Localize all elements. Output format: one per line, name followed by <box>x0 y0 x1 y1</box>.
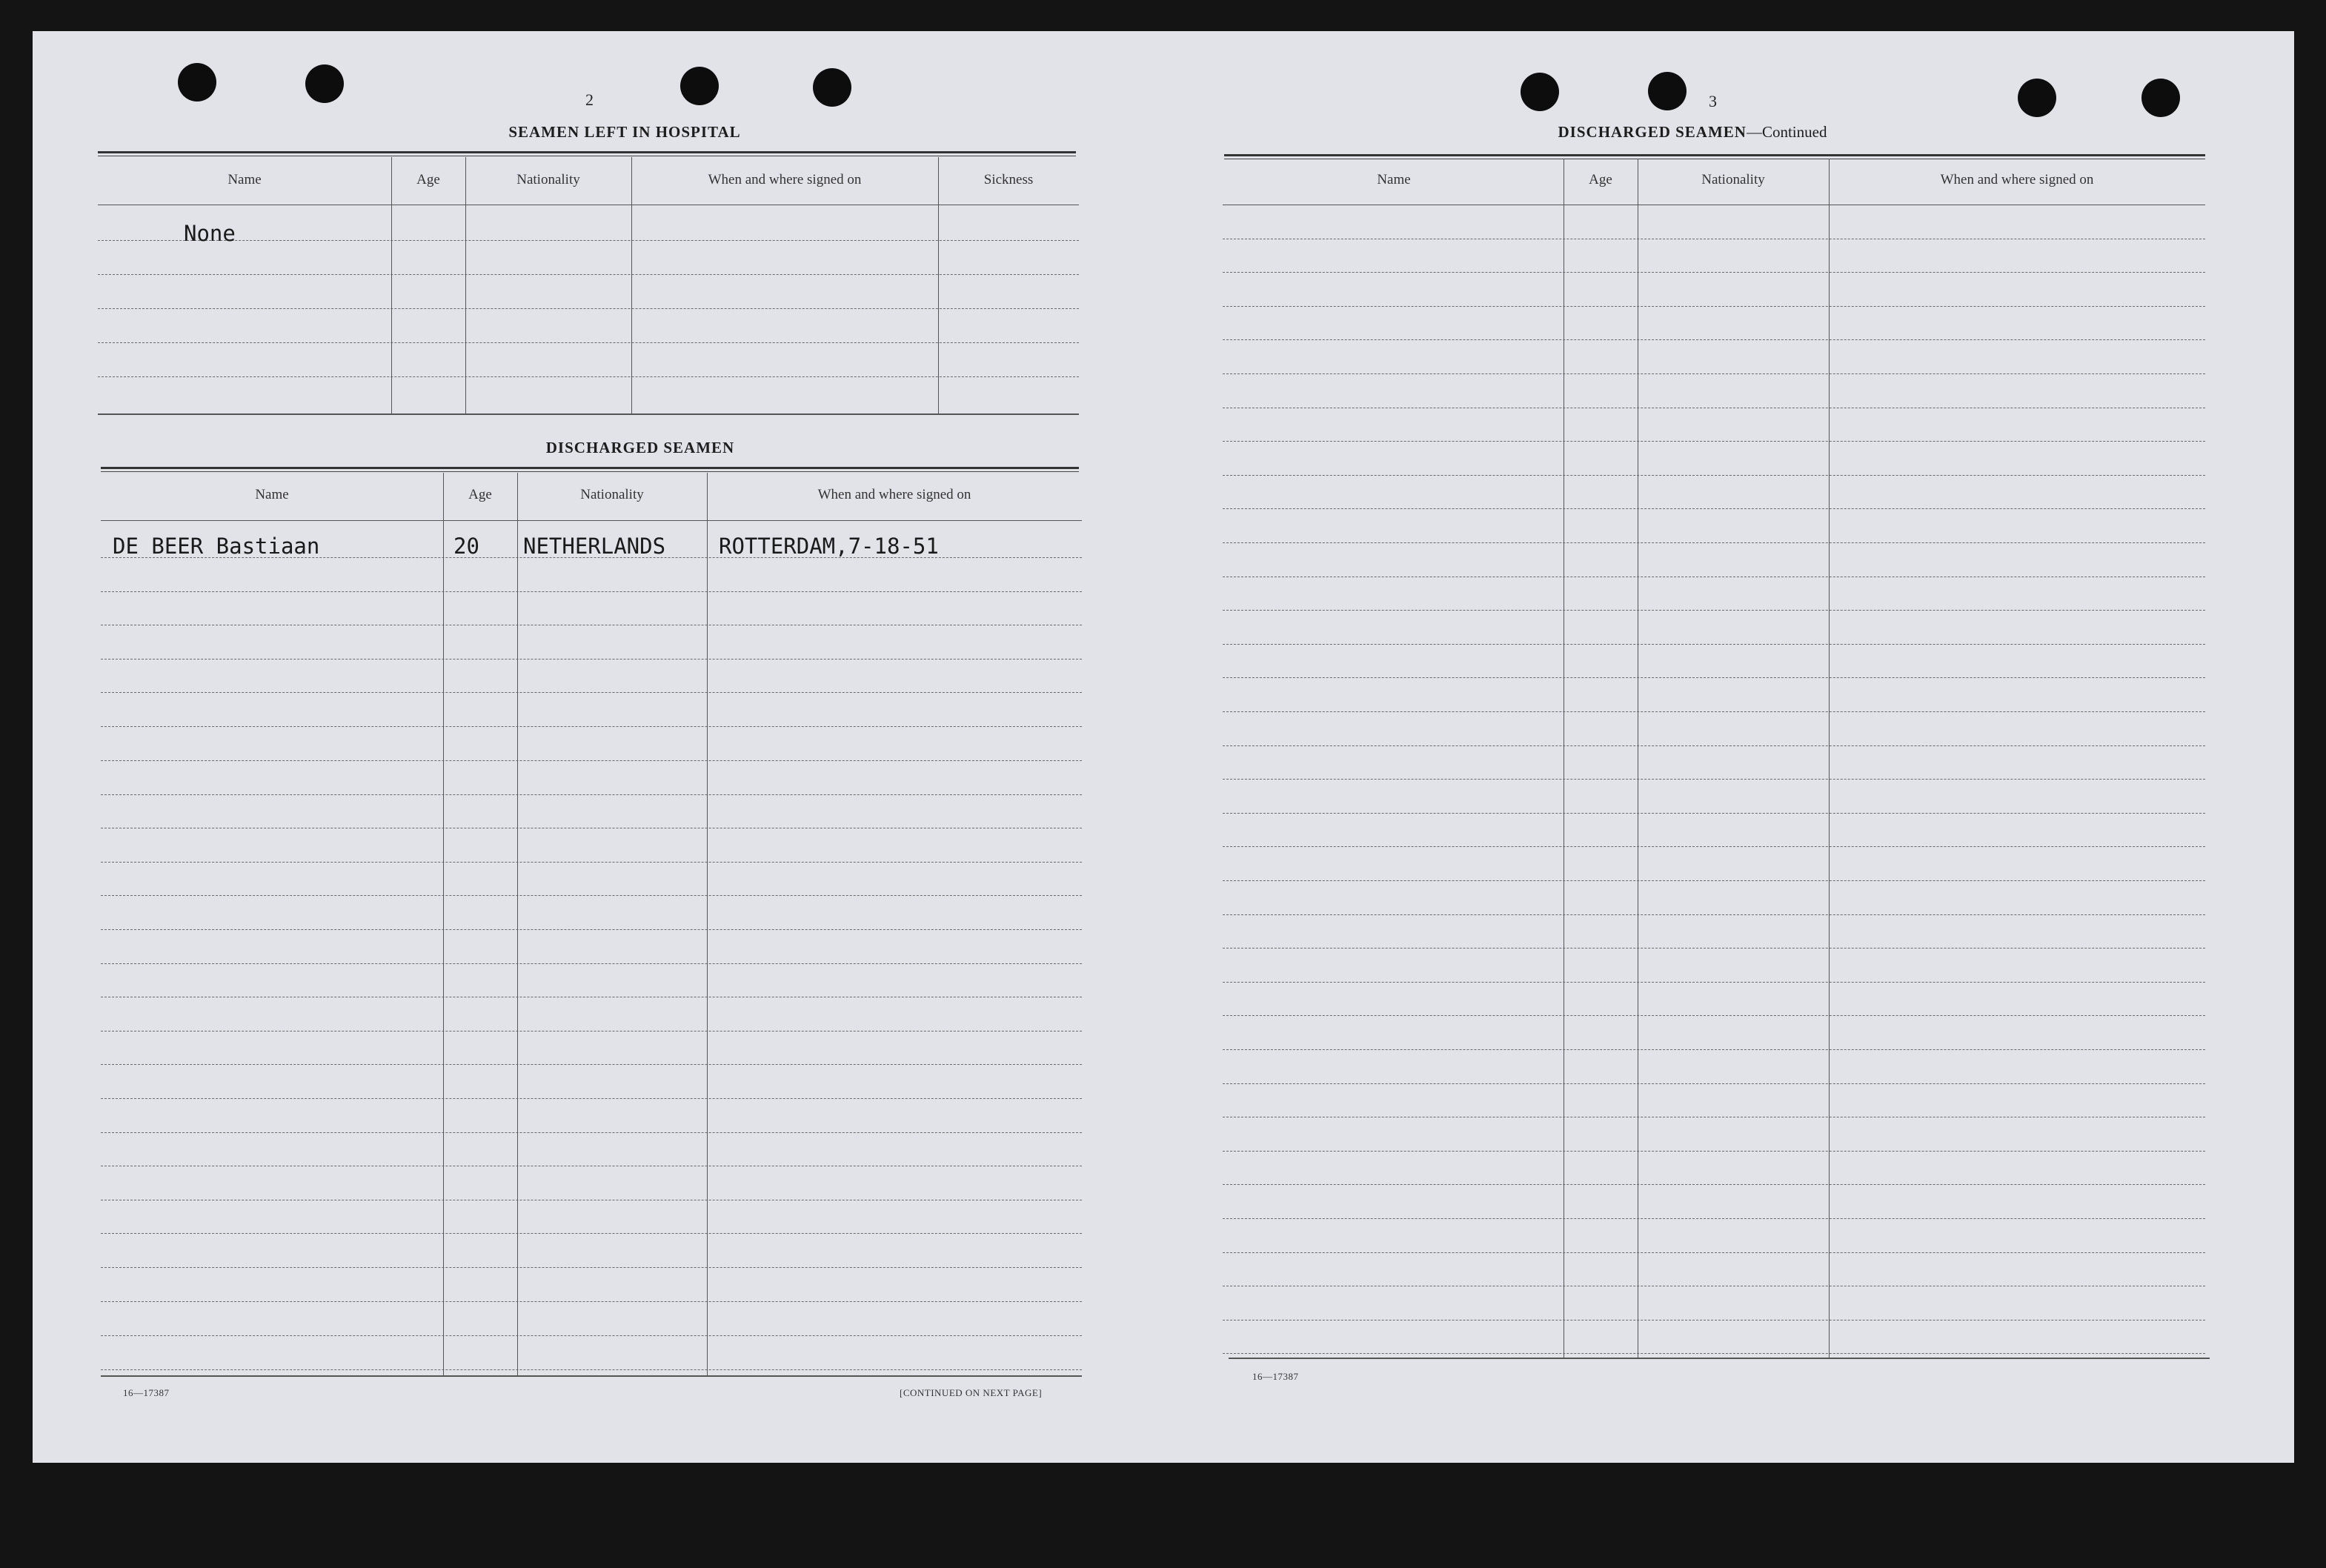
discharged-row-line <box>101 1369 1082 1370</box>
hospital-row-line <box>98 376 1079 377</box>
form-number-left: 16—17387 <box>123 1387 170 1398</box>
hospital-col-divider <box>631 157 632 413</box>
hospital-row-line <box>98 342 1079 343</box>
right-col-divider <box>1829 159 1830 1358</box>
continued-note: [CONTINUED ON NEXT PAGE] <box>900 1387 1043 1398</box>
discharged-top-rule <box>101 467 1079 472</box>
discharged-bottom-rule <box>101 1375 1082 1377</box>
page-number-left: 2 <box>585 90 594 109</box>
discharged-row-line <box>101 1335 1082 1336</box>
discharged-header-name: Name <box>255 487 289 502</box>
page-number-right: 3 <box>1709 92 1717 110</box>
discharged-header-nationality: Nationality <box>580 487 644 502</box>
discharged-row-line <box>101 726 1082 727</box>
hospital-entry-none: None <box>184 221 236 246</box>
right-header-age: Age <box>1589 172 1612 187</box>
hospital-section-title: SEAMEN LEFT IN HOSPITAL <box>508 123 741 141</box>
right-row-line <box>1223 914 2205 915</box>
right-row-line <box>1223 677 2205 678</box>
right-section-title <box>1485 123 1900 142</box>
form-number-right: 16—17387 <box>1252 1371 1299 1382</box>
right-row-line <box>1223 779 2205 780</box>
discharged-row-line <box>101 1064 1082 1065</box>
right-row-line <box>1223 306 2205 307</box>
hospital-col-divider <box>465 157 466 413</box>
punch-hole <box>680 67 719 105</box>
right-header-signed-on: When and where signed on <box>1940 172 2094 187</box>
right-row-line <box>1223 711 2205 712</box>
discharged-row-line <box>101 895 1082 896</box>
hospital-top-rule <box>98 151 1076 156</box>
hospital-col-divider <box>391 157 392 413</box>
right-row-line <box>1223 339 2205 340</box>
hospital-row-line <box>98 274 1079 275</box>
right-row-line <box>1223 982 2205 983</box>
discharged-row-line <box>101 1267 1082 1268</box>
discharged-row-line <box>101 929 1082 930</box>
hospital-header-sickness: Sickness <box>983 172 1034 187</box>
punch-hole <box>2018 79 2056 117</box>
discharged-row-line <box>101 1132 1082 1133</box>
discharged-header-signed-on: When and where signed on <box>817 487 971 502</box>
punch-hole <box>1521 73 1559 111</box>
hospital-header-age: Age <box>416 172 440 187</box>
hospital-row-line <box>98 240 1079 241</box>
discharged-row-line <box>101 591 1082 592</box>
discharged-row-line <box>101 1031 1082 1032</box>
right-row-line <box>1223 1151 2205 1152</box>
discharged-col-divider <box>443 473 444 1375</box>
discharged-col-divider <box>707 473 708 1375</box>
right-row-line <box>1223 1015 2205 1016</box>
right-row-line <box>1223 745 2205 746</box>
hospital-row-line <box>98 308 1079 309</box>
right-row-line <box>1223 508 2205 509</box>
form-sheet <box>33 31 2294 1463</box>
right-bottom-rule <box>1229 1358 2210 1359</box>
hospital-header-signed-on: When and where signed on <box>708 172 862 187</box>
discharged-row-line <box>101 1098 1082 1099</box>
hospital-header-name: Name <box>227 172 262 187</box>
discharged-row-line <box>101 1233 1082 1234</box>
discharged-header-age: Age <box>468 487 492 502</box>
discharged-row-line <box>101 794 1082 795</box>
punch-hole <box>305 64 344 103</box>
right-row-line <box>1223 610 2205 611</box>
discharged-row-line <box>101 659 1082 660</box>
right-row-line <box>1223 1184 2205 1185</box>
seaman-nationality: NETHERLANDS <box>523 534 666 559</box>
right-row-line <box>1223 1353 2205 1354</box>
hospital-header-nationality: Nationality <box>516 172 580 187</box>
right-row-line <box>1223 880 2205 881</box>
right-row-line <box>1223 272 2205 273</box>
hospital-col-divider <box>938 157 939 413</box>
discharged-row-line <box>101 1301 1082 1302</box>
right-row-line <box>1223 1049 2205 1050</box>
right-row-line <box>1223 948 2205 949</box>
right-row-line <box>1223 441 2205 442</box>
discharged-row-line <box>101 963 1082 964</box>
punch-hole <box>1648 72 1687 110</box>
right-row-line <box>1223 373 2205 374</box>
discharged-header-rule <box>101 520 1082 521</box>
right-title-continued: —Continued <box>1746 123 1827 141</box>
discharged-section-title: DISCHARGED SEAMEN <box>545 439 735 456</box>
seaman-signed-on: ROTTERDAM,7-18-51 <box>719 534 939 559</box>
right-row-line <box>1223 475 2205 476</box>
discharged-row-line <box>101 692 1082 693</box>
right-top-rule <box>1224 154 2205 159</box>
right-row-line <box>1223 813 2205 814</box>
discharged-col-divider <box>517 473 518 1375</box>
hospital-bottom-rule <box>98 413 1079 415</box>
right-title-main: DISCHARGED SEAMEN <box>1558 123 1747 141</box>
punch-hole <box>2141 79 2180 117</box>
right-row-line <box>1223 542 2205 543</box>
right-row-line <box>1223 1083 2205 1084</box>
right-header-name: Name <box>1377 172 1411 187</box>
right-row-line <box>1223 644 2205 645</box>
seaman-name: DE BEER Bastiaan <box>113 534 320 559</box>
discharged-row-line <box>101 760 1082 761</box>
discharged-row-line <box>101 862 1082 863</box>
right-row-line <box>1223 1218 2205 1219</box>
punch-hole <box>178 63 216 102</box>
right-header-nationality: Nationality <box>1701 172 1765 187</box>
right-row-line <box>1223 846 2205 847</box>
right-row-line <box>1223 1252 2205 1253</box>
punch-hole <box>813 68 851 107</box>
seaman-age: 20 <box>453 534 479 559</box>
